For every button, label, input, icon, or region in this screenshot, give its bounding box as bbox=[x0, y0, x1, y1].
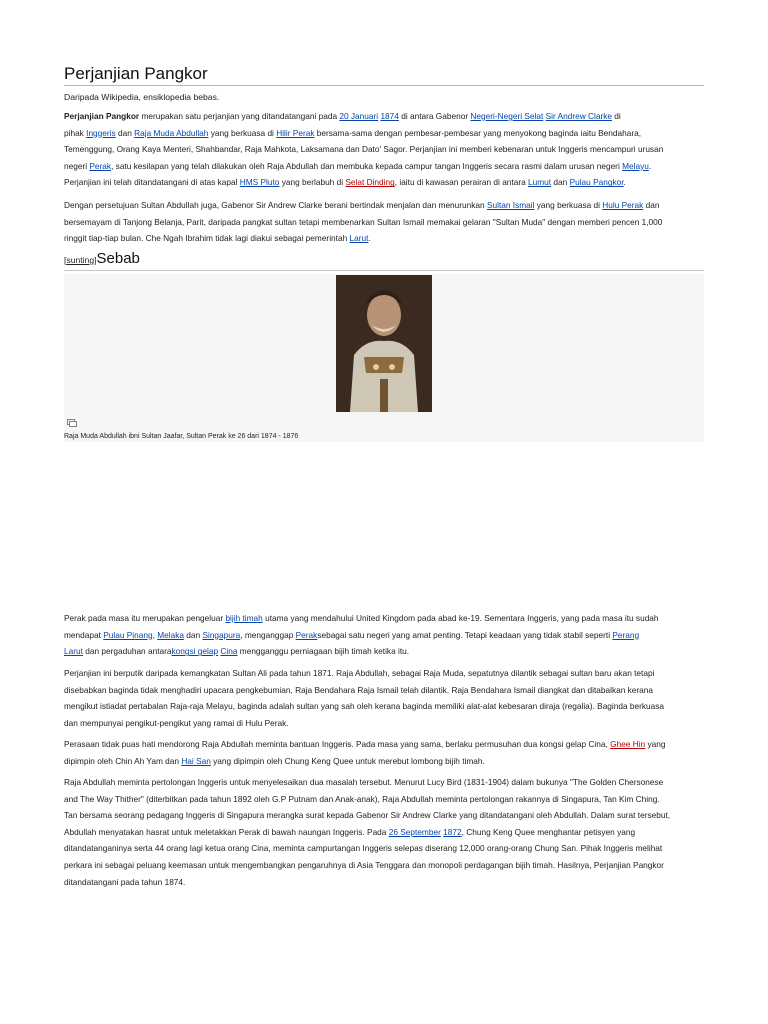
edit-bracket-open: [ bbox=[64, 255, 67, 265]
wiki-link[interactable]: Raja Muda Abdullah bbox=[134, 127, 209, 138]
wiki-link[interactable]: Larut bbox=[64, 646, 83, 657]
portrait-image bbox=[336, 275, 432, 412]
paragraph-consent bbox=[64, 197, 704, 247]
text-run: ringgit tiap-tiap bulan. Che Ngah Ibrahim tidak lagi diakui sebagai pemerintah bbox=[64, 233, 350, 244]
wiki-redlink[interactable]: Ghee Hin bbox=[610, 739, 646, 749]
wiki-link[interactable]: Inggeris bbox=[86, 127, 116, 138]
text-run: di antara Gabenor bbox=[398, 111, 471, 121]
text-run: mendapat bbox=[64, 629, 104, 640]
text-run: yang berlabuh di bbox=[279, 177, 346, 188]
text-run: merupakan satu perjanjian yang ditandatangani pada bbox=[139, 111, 340, 121]
text-run: negeri bbox=[64, 160, 90, 171]
wiki-link[interactable]: Sultan Ismail bbox=[486, 200, 535, 210]
wiki-link[interactable]: kongsi gelap bbox=[171, 646, 219, 657]
paragraph-line bbox=[64, 857, 704, 874]
wiki-link[interactable]: Pulau Pangkor bbox=[569, 177, 624, 188]
text-run: yang bbox=[645, 739, 666, 749]
paragraph-line bbox=[64, 791, 704, 808]
paragraph-line bbox=[64, 643, 704, 660]
text-run: ditandatangani pada tahun 1874. bbox=[64, 876, 186, 887]
text-run: perkara ini sebagai peluang keemasan untuk mengembangkan pengaruhnya di Asia Tenggara dan monopoli perdagangan bijih timah. Hasilnya, Perjanjian Pangkor bbox=[64, 859, 664, 870]
section-header bbox=[64, 250, 704, 271]
wiki-link[interactable]: Hilir Perak bbox=[276, 127, 315, 138]
text-run: Temenggung, Orang Kaya Menteri, Shahbandar, Raja Mahkota, Laksamana dan Dato' Sagor. Perjanjian ini memberi kebenaran untuk Inggeris mencampuri urusan bbox=[64, 144, 664, 155]
page-title: Perjanjian Pangkor bbox=[64, 64, 704, 86]
text-run: dan bbox=[643, 200, 660, 210]
wiki-link[interactable]: Melaka bbox=[157, 629, 184, 640]
paragraph-line bbox=[64, 840, 704, 857]
text-run: Raja Abdullah meminta pertolongan Inggeris untuk menyelesaikan dua masalah tersebut. Menurut Lucy Bird (1831-1904) dalam bukunya "The Golden Chersonese bbox=[64, 777, 664, 787]
text-run: dan mempunyai pengikut-pengikut yang ramai di Hulu Perak. bbox=[64, 717, 289, 728]
text-run: . bbox=[648, 160, 652, 171]
text-run: , bbox=[152, 629, 158, 640]
wiki-link[interactable]: Perang bbox=[612, 629, 640, 640]
wiki-link[interactable]: Pulau Pinang bbox=[103, 629, 153, 640]
paragraph-line bbox=[64, 230, 704, 247]
text-run: . bbox=[623, 177, 626, 188]
paragraph-succession bbox=[64, 665, 704, 731]
paragraph-line bbox=[64, 682, 704, 699]
wiki-link[interactable]: HMS Pluto bbox=[239, 177, 280, 188]
paragraph-line bbox=[64, 874, 704, 891]
paragraph-line bbox=[64, 141, 704, 158]
wiki-link[interactable]: Larut bbox=[349, 233, 369, 244]
bold-term: Perjanjian Pangkor bbox=[64, 111, 140, 121]
text-run: Perjanjian ini telah ditandatangani di atas kapal bbox=[64, 177, 240, 188]
paragraph-line bbox=[64, 824, 704, 841]
enlarge-icon[interactable] bbox=[67, 419, 77, 427]
figure-thumbnail bbox=[64, 274, 704, 442]
text-run: Dengan persetujuan Sultan Abdullah juga, Gabenor Sir Andrew Clarke berani bertindak menjalan dan menurunkan bbox=[64, 200, 487, 210]
text-run: yang dipimpin oleh Chung Keng Quee untuk merebut lombong bijih timah. bbox=[210, 755, 485, 766]
text-run: Perak pada masa itu merupakan pengeluar bbox=[64, 613, 226, 623]
text-run: dan bbox=[115, 127, 135, 138]
text-run: mengganggu perniagaan bijih timah ketika itu. bbox=[237, 646, 410, 657]
text-run: di bbox=[612, 111, 621, 121]
section-heading: Sebab bbox=[96, 250, 140, 267]
text-run: Tan bersama seorang pedagang Inggeris di Singapura merangka surat kepada Gabenor Sir Andrew Clarke yang ditandatangani oleh Abdullah. Dalam surat tersebut, bbox=[64, 810, 671, 821]
paragraph-line bbox=[64, 108, 704, 125]
wiki-link[interactable]: 1872 bbox=[443, 826, 462, 837]
wiki-link[interactable]: Sir Andrew Clarke bbox=[545, 111, 612, 121]
paragraph-line bbox=[64, 698, 704, 715]
paragraph-line bbox=[64, 174, 704, 191]
wiki-link[interactable]: Hai San bbox=[181, 755, 211, 766]
paragraph-request bbox=[64, 774, 704, 890]
wiki-link[interactable]: 26 September bbox=[388, 826, 441, 837]
text-run: Perasaan tidak puas hati mendorong Raja Abdullah meminta bantuan Inggeris. Pada masa yang sama, berlaku permusuhan dua kongsi gelap Cina, bbox=[64, 739, 611, 749]
paragraph-line bbox=[64, 753, 704, 770]
text-run: , iaitu di kawasan perairan di antara bbox=[394, 177, 529, 188]
wiki-link[interactable]: Hulu Perak bbox=[602, 200, 644, 210]
paragraph-line bbox=[64, 665, 704, 682]
text-run: bersemayam di Tanjong Belanja, Parit, daripada pangkat sultan tetapi membenarkan Sultan Ismail memakai gelaran "Sultan Muda" dengan memberi pencen 1,000 bbox=[64, 216, 663, 227]
paragraph-line bbox=[64, 807, 704, 824]
text-run: . bbox=[368, 233, 371, 244]
wiki-link[interactable]: Negeri-Negeri Selat bbox=[470, 111, 544, 121]
figure-caption: Raja Muda Abdullah ibni Sultan Jaafar, Sultan Perak ke 26 dari 1874 - 1876 bbox=[64, 433, 299, 440]
text-run: disebabkan baginda tidak menghadiri upacara pengkebumian, Raja Bendahara Raja Ismail telah dilantik. Raja Bendahara Ismail diangkat dan ditabalkan kerana bbox=[64, 684, 654, 695]
wiki-link[interactable]: Perak bbox=[89, 160, 112, 171]
edit-section-link[interactable]: sunting bbox=[66, 255, 95, 265]
paragraph-line bbox=[64, 627, 704, 644]
text-run: mengikut istiadat pertabalan Raja-raja Melayu, baginda adalah sultan yang sah oleh kerana baginda memiliki alat-alat kebesaran diraja (regalia). Baginda berkuasa bbox=[64, 701, 665, 712]
text-run: , satu kesilapan yang telah dilakukan oleh Raja Abdullah dan membuka kepada campur tangan Inggeris secara rasmi dalam urusan negeri bbox=[111, 160, 623, 171]
text-run: , menganggap bbox=[240, 629, 296, 640]
paragraph-line bbox=[64, 197, 704, 214]
paragraph-intro bbox=[64, 108, 704, 191]
paragraph-line bbox=[64, 610, 704, 627]
text-run: dan pergaduhan antara bbox=[82, 646, 172, 657]
wiki-redlink[interactable]: Selat Dinding bbox=[345, 177, 395, 188]
text-run: Perjanjian ini berputik daripada kemangkatan Sultan Ali pada tahun 1871. Raja Abdullah, sebagai Raja Muda, sepatutnya dilantik sebagai sultan baru akan tetapi bbox=[64, 668, 655, 678]
paragraph-line bbox=[64, 158, 704, 175]
portrait-photo[interactable] bbox=[336, 275, 432, 412]
text-run: bersama-sama dengan pembesar-pembesar yang menyokong baginda iaitu Bendahara, bbox=[314, 127, 642, 138]
paragraph-line bbox=[64, 736, 704, 753]
page-tagline: Daripada Wikipedia, ensiklopedia bebas. bbox=[64, 92, 220, 102]
wiki-link[interactable]: Lumut bbox=[528, 177, 552, 188]
wiki-link[interactable]: Cina bbox=[220, 646, 238, 657]
text-run: utama yang mendahului United Kingdom pada abad ke-19. Sementara Inggeris, yang pada masa itu sudah bbox=[262, 613, 659, 623]
text-run: yang berkuasa di bbox=[208, 127, 277, 138]
paragraph-line bbox=[64, 774, 704, 791]
paragraph-line bbox=[64, 125, 704, 142]
text-run: yang berkuasa di bbox=[534, 200, 603, 210]
paragraph-kongsi bbox=[64, 736, 704, 769]
text-run: ditandatanganinya serta 44 orang lagi ketua orang Cina, meminta campurtangan Inggeris selepas diserang 12,000 orang-orang Chung San. Pihak Inggeris melihat bbox=[64, 843, 663, 854]
wiki-link[interactable]: Singapura bbox=[202, 629, 241, 640]
paragraph-line bbox=[64, 214, 704, 231]
text-run: Abdullah menyatakan hasrat untuk meletakkan Perak di bawah naungan Inggeris. Pada bbox=[64, 826, 389, 837]
text-run: dan bbox=[551, 177, 570, 188]
wiki-link[interactable]: 1874 bbox=[380, 111, 399, 121]
text-run: and The Way Thither" (diterbitkan pada tahun 1892 oleh G.P Putnam dan Anak-anak), Raja Abdullah meminta pertolongan rakannya di Singapura, Tan Kim Ching. bbox=[64, 793, 660, 804]
paragraph-line bbox=[64, 715, 704, 732]
text-run: pihak bbox=[64, 127, 87, 138]
wiki-link[interactable]: Perak bbox=[295, 629, 318, 640]
wiki-link[interactable]: bijih timah bbox=[225, 613, 263, 623]
text-run: dan bbox=[183, 629, 203, 640]
text-run: dipimpin oleh Chin Ah Yam dan bbox=[64, 755, 182, 766]
wiki-link[interactable]: 20 Januari bbox=[339, 111, 379, 121]
text-run: , Chung Keng Quee menghantar petisyen yang bbox=[461, 826, 636, 837]
wiki-link[interactable]: Melayu bbox=[622, 160, 649, 171]
paragraph-tin bbox=[64, 610, 704, 660]
edit-bracket-close: ] bbox=[94, 255, 97, 265]
text-run: sebagai satu negeri yang amat penting. Tetapi keadaan yang tidak stabil seperti bbox=[317, 629, 613, 640]
